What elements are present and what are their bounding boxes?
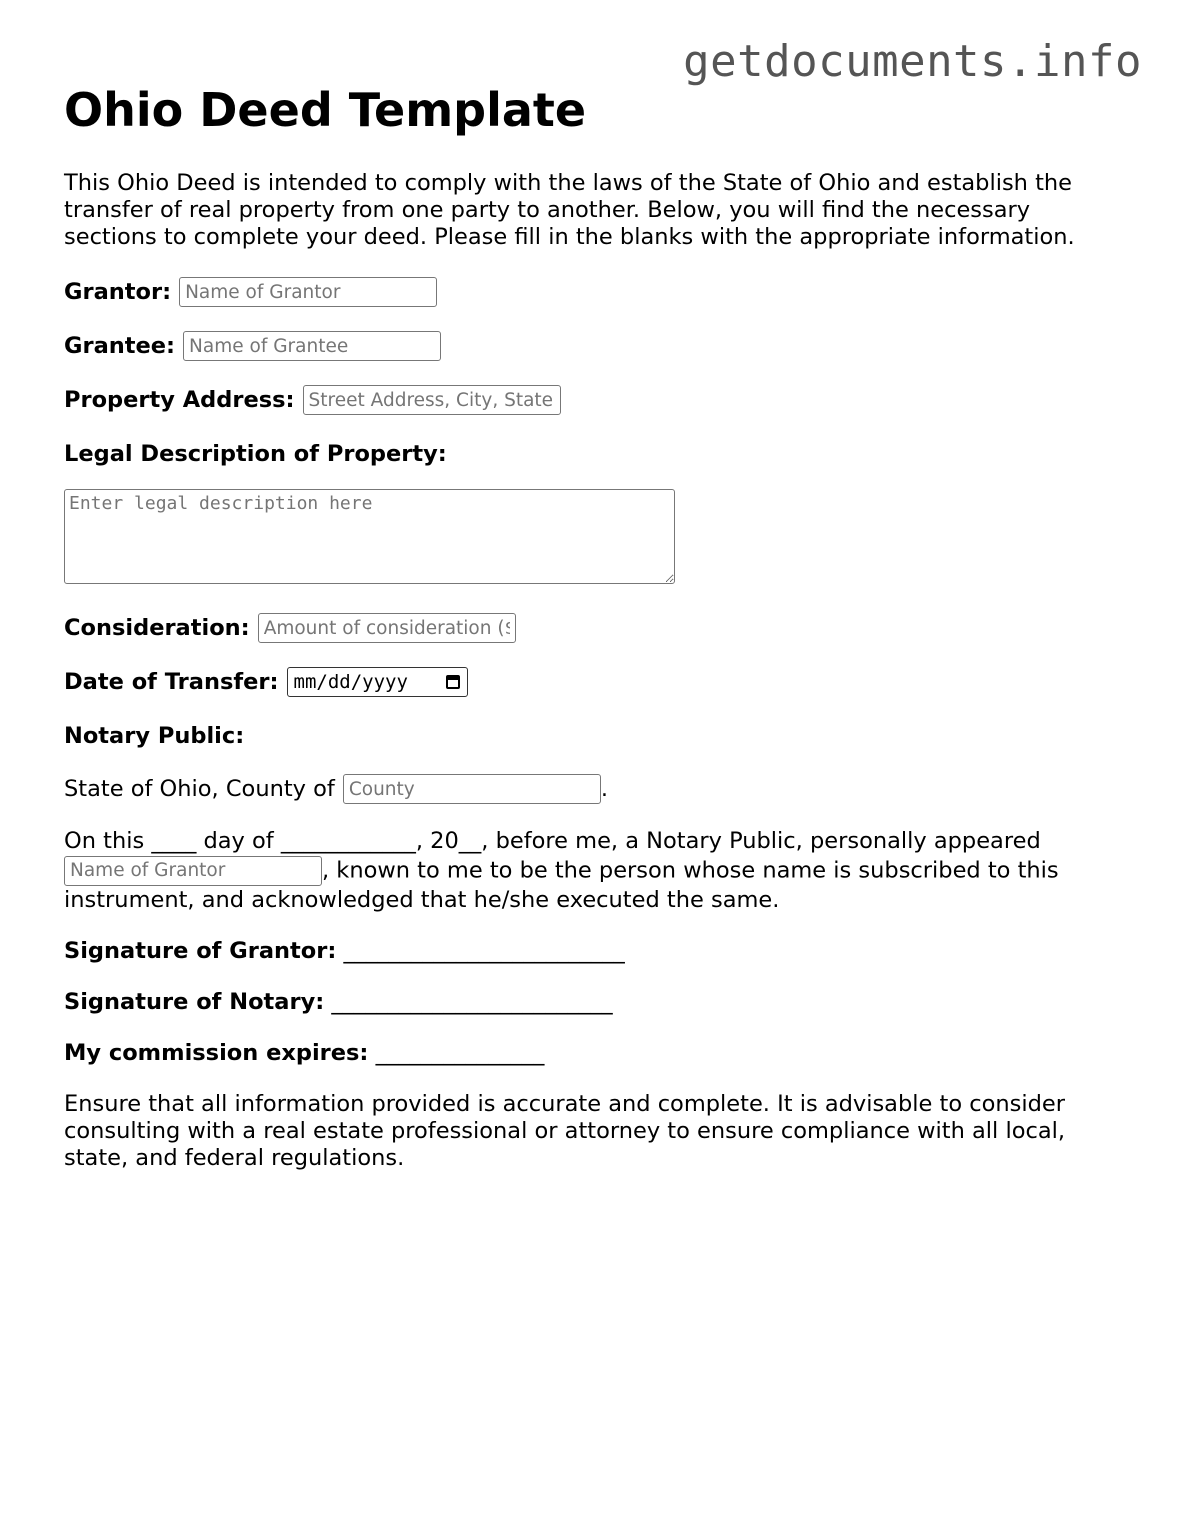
acknowledgment-part-1: On this ____ day of ____________, 20__, before me, a Notary Public, personally appeared — [64, 828, 1041, 854]
consideration-row — [64, 613, 1124, 643]
deed-form — [64, 82, 1124, 1172]
property-address-label: Property Address: — [64, 386, 295, 413]
property-address-input[interactable] — [303, 385, 561, 415]
page-title: Ohio Deed Template — [64, 83, 587, 137]
county-input[interactable] — [343, 774, 601, 804]
commission-expires-blank: _______________ — [375, 1040, 545, 1066]
footer-note: Ensure that all information provided is accurate and complete. It is advisable to consider consulting with a real estate professional or attorney to ensure compliance with all local, state, and federal regulations. — [64, 1091, 1066, 1171]
grantor-signature-label: Signature of Grantor: — [64, 938, 337, 964]
grantor-row — [64, 277, 1124, 307]
legal-description-textarea[interactable] — [64, 489, 675, 584]
consideration-label: Consideration: — [64, 614, 250, 641]
acknowledgment-part-2: , known to me to be the person whose name is subscribed to this instrument, and acknowledged that he/she executed the same. — [64, 857, 1059, 913]
notary-signature-label: Signature of Notary: — [64, 989, 325, 1015]
date-of-transfer-label: Date of Transfer: — [64, 668, 279, 695]
consideration-input[interactable] — [258, 613, 516, 643]
notary-signature-blank: _________________________ — [331, 989, 613, 1015]
notary-grantor-input[interactable] — [64, 856, 322, 886]
notary-heading-row — [64, 721, 1124, 751]
notary-heading: Notary Public: — [64, 722, 245, 749]
grantor-label: Grantor: — [64, 278, 172, 305]
notary-acknowledgment — [64, 827, 1124, 914]
commission-expires-line — [64, 1040, 1124, 1067]
legal-description-row — [64, 439, 1124, 469]
property-address-row — [64, 385, 1124, 415]
grantee-input[interactable] — [183, 331, 441, 361]
commission-expires-label: My commission expires: — [64, 1040, 369, 1066]
watermark: getdocuments.info — [683, 36, 1142, 87]
intro-paragraph: This Ohio Deed is intended to comply with the laws of the State of Ohio and establish the transfer of real property from one party to another. Below, you will find the necessary sections to complete your deed. Please fill in the blanks with the appropriate information. — [64, 170, 1075, 250]
date-of-transfer-input[interactable] — [287, 667, 468, 697]
county-prefix: State of Ohio, County of — [64, 775, 335, 802]
date-value: mm/dd/yyyy — [293, 670, 408, 693]
grantee-row — [64, 331, 1124, 361]
legal-description-wrapper — [64, 489, 1124, 584]
grantor-signature-line — [64, 938, 1124, 965]
date-of-transfer-row — [64, 667, 1124, 697]
grantor-input[interactable] — [179, 277, 437, 307]
grantor-signature-blank: _________________________ — [343, 938, 625, 964]
county-suffix: . — [600, 775, 608, 802]
county-row — [64, 774, 1124, 804]
calendar-icon[interactable] — [446, 675, 460, 689]
notary-signature-line — [64, 989, 1124, 1016]
legal-description-label: Legal Description of Property: — [64, 440, 447, 467]
grantee-label: Grantee: — [64, 332, 176, 359]
